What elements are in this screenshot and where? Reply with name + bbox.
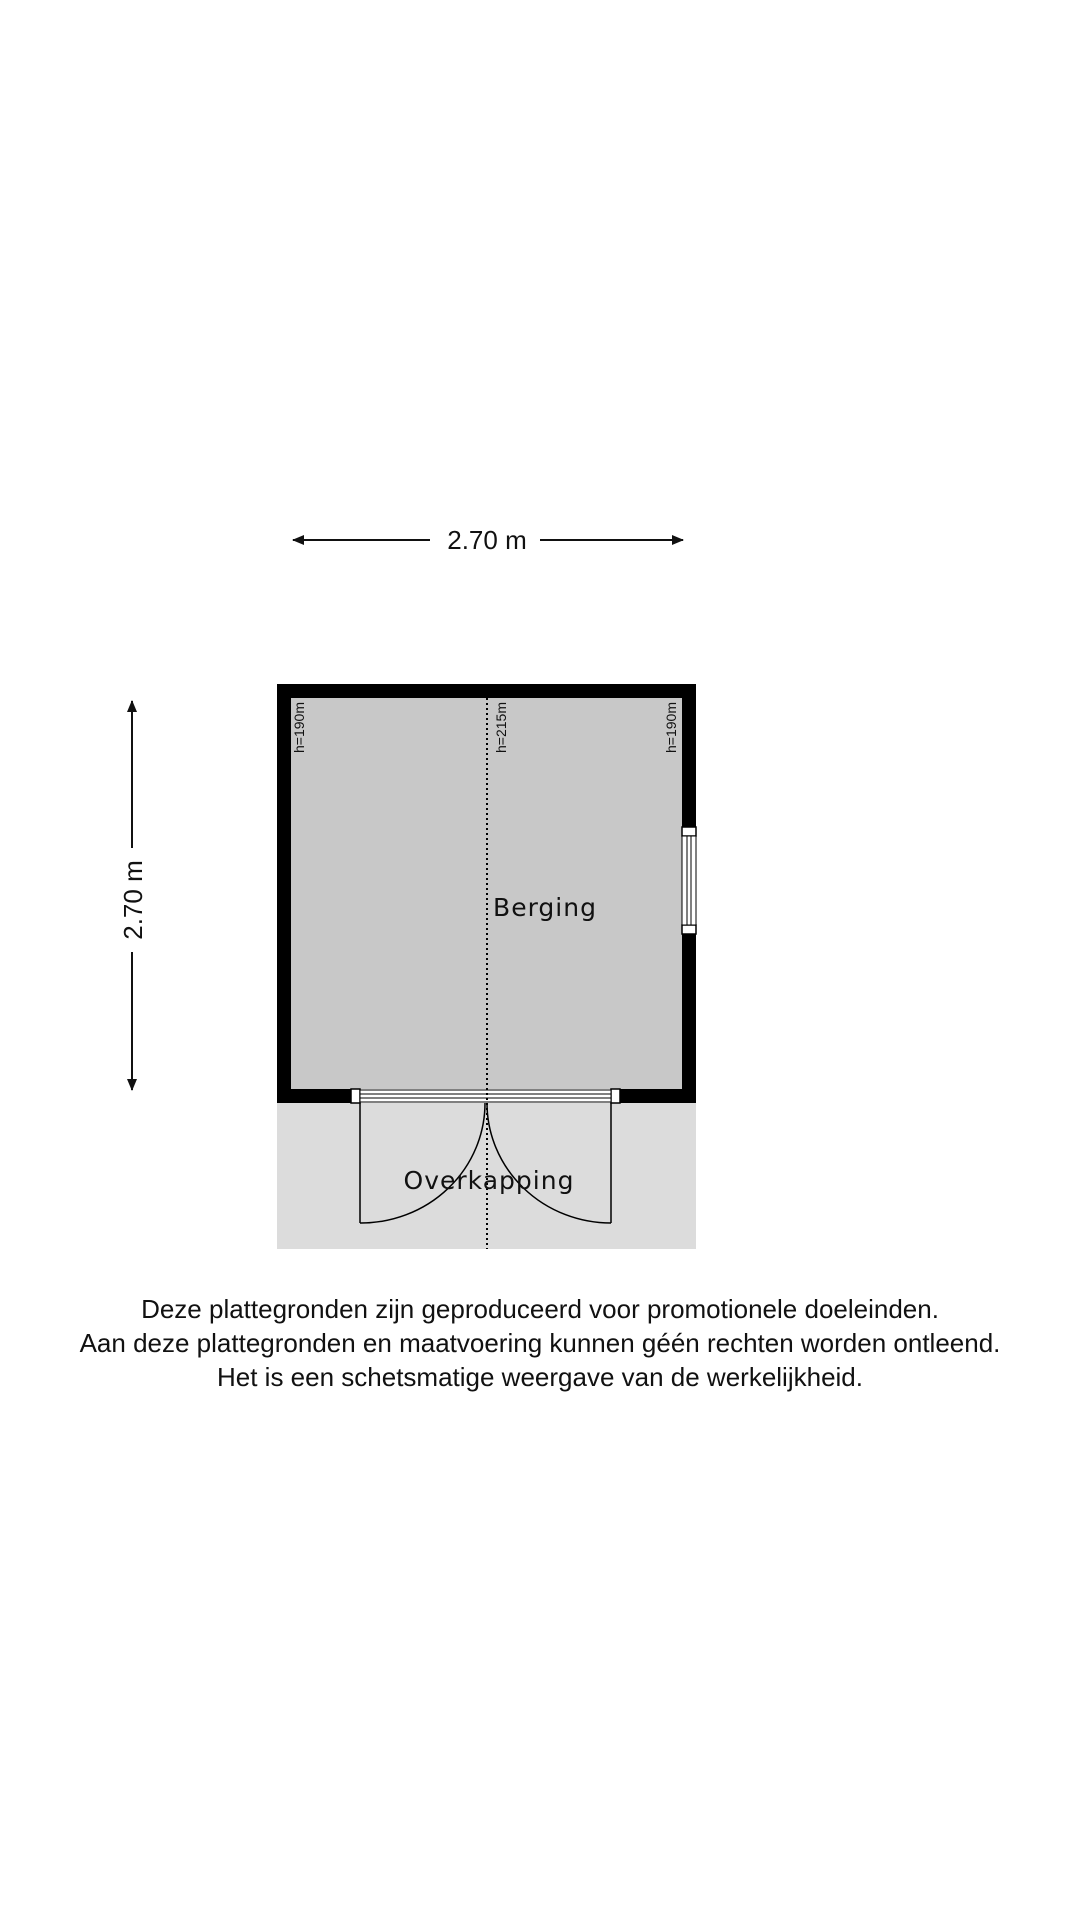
- depth-dimension: [118, 701, 148, 1090]
- door-threshold: [360, 1090, 611, 1102]
- disclaimer-line-2: Aan deze plattegronden en maatvoering kunnen géén rechten worden ontleend.: [79, 1328, 1001, 1358]
- window-right: [682, 827, 696, 934]
- disclaimer-line-3: Het is een schetsmatige weergave van de werkelijkheid.: [216, 1362, 863, 1392]
- width-dimension-label: 2.70 m: [447, 525, 527, 555]
- room-label-berging: Berging: [493, 893, 597, 922]
- depth-dimension-label: 2.70 m: [118, 860, 148, 940]
- window-frame-top: [682, 827, 696, 836]
- height-label-middle: h=215m: [493, 702, 509, 753]
- height-label-right: h=190m: [663, 702, 679, 753]
- wall-right-upper: [682, 684, 696, 827]
- wall-left: [277, 684, 291, 1103]
- door-jamb-right: [611, 1089, 620, 1103]
- wall-top: [277, 684, 696, 698]
- disclaimer: [0, 1292, 1080, 1394]
- room-label-overkapping: Overkapping: [403, 1166, 575, 1195]
- window-glass: [682, 836, 696, 925]
- window-frame-bottom: [682, 925, 696, 934]
- height-label-left: h=190m: [291, 702, 307, 753]
- disclaimer-line-1: Deze plattegronden zijn geproduceerd voor promotionele doeleinden.: [141, 1294, 939, 1324]
- wall-bottom-left: [277, 1089, 351, 1103]
- wall-right-lower: [682, 934, 696, 1103]
- door-jamb-left: [351, 1089, 360, 1103]
- wall-bottom-right: [620, 1089, 696, 1103]
- width-dimension: [293, 525, 683, 555]
